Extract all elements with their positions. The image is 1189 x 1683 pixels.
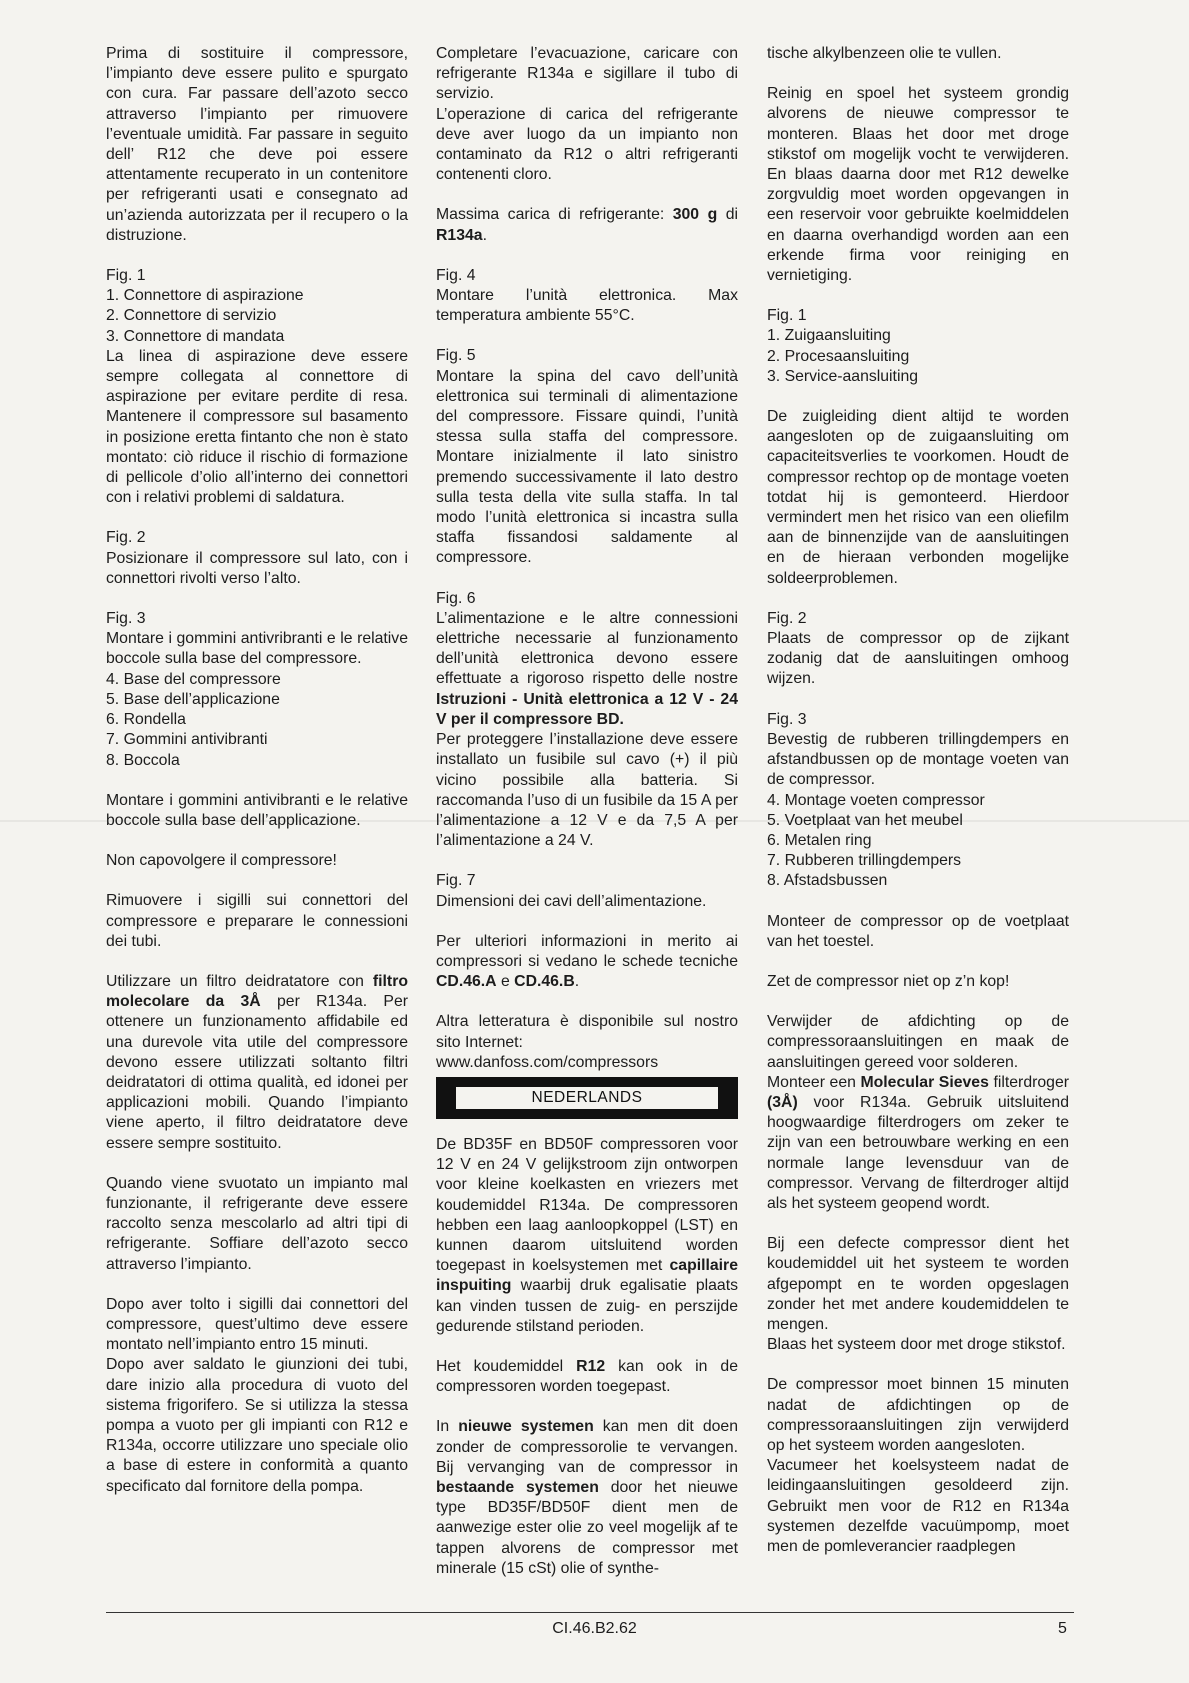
paragraph xyxy=(436,892,738,912)
text-run: di xyxy=(717,206,739,224)
text-run: L’operazione di carica del refrigerante deve aver luogo da un impianto non contaminato da R12 o altri refrigeranti contenenti cloro. xyxy=(436,105,738,184)
list-item: 3. Connettore di mandata xyxy=(106,327,285,345)
paragraph xyxy=(106,1355,408,1496)
list-item: 6. Metalen ring xyxy=(767,831,872,849)
paragraph xyxy=(767,1375,1069,1456)
bold-text: 300 g xyxy=(672,206,718,224)
bold-text: bestaande systemen xyxy=(436,1478,599,1496)
text-run: Fig. 1 xyxy=(106,267,146,285)
column-italian-dutch xyxy=(436,44,738,1599)
numbered-list xyxy=(106,670,408,771)
paragraph xyxy=(767,1456,1069,1557)
paragraph xyxy=(106,791,408,831)
paragraph xyxy=(436,589,738,609)
paragraph xyxy=(767,1234,1069,1335)
column-italian xyxy=(106,44,408,1517)
text-run: Massima carica di refrigerante: xyxy=(436,206,673,224)
list-item: 1. Zuigaansluiting xyxy=(767,327,891,345)
text-run: Prima di sostituire il compressore, l’impianto deve essere pulito e spurgato con cura. Far passare dell’azoto secco attraverso l’impianto per rimuovere l’eventuale umidità. Far passare in seguito dell’ R12 che deve poi essere attentamente recuperato in un contenitore per refrigeranti usati e consegnato ad un’azienda autorizzata per il recupero o la distruzione. xyxy=(106,45,408,244)
list-item: 7. Gommini antivibranti xyxy=(106,731,268,749)
paragraph xyxy=(436,871,738,891)
bold-text: filtro molecolare da 3Å xyxy=(106,972,408,1011)
text-run: Rimuovere i sigilli sui connettori del compressore e preparare le connessioni dei tubi. xyxy=(106,892,408,950)
text-run: Fig. 7 xyxy=(436,872,476,890)
bold-text: nieuwe systemen xyxy=(458,1418,594,1436)
paragraph xyxy=(767,629,1069,690)
paragraph xyxy=(436,205,738,245)
paragraph xyxy=(767,1335,1069,1355)
list-item: 5. Base dell’applicazione xyxy=(106,690,280,708)
paragraph xyxy=(106,851,408,871)
paragraph xyxy=(436,932,738,993)
paragraph xyxy=(436,730,738,851)
bold-text: Molecular Sieves xyxy=(860,1073,989,1091)
text-run: www.danfoss.com/compressors xyxy=(436,1053,659,1071)
bold-text: CD.46.B xyxy=(514,973,575,991)
paragraph xyxy=(106,528,408,548)
list-item: 7. Rubberen trillingdempers xyxy=(767,852,962,870)
page-number: 5 xyxy=(1058,1620,1067,1637)
paragraph xyxy=(436,1135,738,1337)
bold-text: (3Å) xyxy=(767,1093,798,1111)
text-run: Zet de compressor niet op z’n kop! xyxy=(767,972,1010,990)
paragraph xyxy=(436,346,738,366)
text-run: Monteer de compressor op de voetplaat van het toestel. xyxy=(767,912,1069,950)
paragraph xyxy=(106,549,408,589)
text-run: Bevestig de rubberen trillingdempers en afstandbussen op de montage voeten van de compressor. xyxy=(767,730,1069,789)
text-run: Fig. 5 xyxy=(436,347,476,365)
text-run: kan ook in de compressoren worden toegepast. xyxy=(436,1357,738,1396)
text-run: Het koudemiddel xyxy=(436,1357,577,1375)
text-run: tische alkylbenzeen olie te vullen. xyxy=(767,45,1002,62)
text-run: . xyxy=(482,226,487,244)
bold-text: R134a xyxy=(436,226,483,244)
text-run: De compressor moet binnen 15 minuten nadat de afdichtingen op de compressoraansluitingen zijn verwijderd op het systeem worden aangesloten. xyxy=(767,1376,1069,1454)
paragraph xyxy=(436,44,738,105)
paragraph xyxy=(106,609,408,629)
text-run: Dopo aver tolto i sigilli dai connettori del compressore, quest’ultimo deve essere montato nell’impianto entro 15 minuti. xyxy=(106,1295,408,1354)
text-run: filterdroger xyxy=(988,1073,1069,1091)
text-run: Per ulteriori informazioni in merito ai compressori si vedano le schede tecniche xyxy=(436,932,738,970)
text-run: door het nieuwe type BD35F/BD50F dient men de aanwezige ester olie zo veel mogelijk af te tappen alvorens de compressor met minerale (15 cSt) olie of synthe- xyxy=(436,1478,738,1577)
list-item: 6. Rondella xyxy=(106,711,186,729)
paragraph xyxy=(436,609,738,730)
text-run: Fig. 1 xyxy=(767,307,807,325)
text-run: Altra letteratura è disponibile sul nostro sito Internet: xyxy=(436,1013,738,1051)
column-dutch xyxy=(767,44,1069,1557)
list-item: 5. Voetplaat van het meubel xyxy=(767,811,963,829)
paragraph xyxy=(767,84,1069,286)
paragraph xyxy=(106,347,408,509)
text-run: Montare i gommini antivibranti e le relative boccole sulla base dell’applicazione. xyxy=(106,791,408,829)
list-item: 8. Afstadsbussen xyxy=(767,872,888,890)
text-run: Non capovolgere il compressore! xyxy=(106,852,337,870)
text-run: Montare i gommini antivribranti e le relative boccole sulla base del compressore. xyxy=(106,630,408,668)
text-run: Fig. 2 xyxy=(106,529,146,547)
text-run: Fig. 4 xyxy=(436,266,476,284)
paragraph xyxy=(106,266,408,286)
list-item: 4. Montage voeten compressor xyxy=(767,791,985,809)
text-run: De BD35F en BD50F compressoren voor 12 V en 24 V gelijkstroom zijn ontworpen voor kleine koelkasten en vriezers met koudemiddel R134a. De compressoren hebben een laag aanloopkoppel (LST) en kunnen daarom uitsluitend worden toegepast in koelsystemen met xyxy=(436,1135,738,1275)
list-item: 3. Service-aansluiting xyxy=(767,367,919,385)
paragraph xyxy=(767,1073,1069,1214)
text-run: Fig. 6 xyxy=(436,589,476,607)
bold-text: capillaire inspuiting xyxy=(436,1257,738,1295)
paragraph xyxy=(767,710,1069,730)
text-run: Fig. 3 xyxy=(106,610,146,628)
numbered-list xyxy=(106,286,408,347)
list-item: 1. Connettore di aspirazione xyxy=(106,287,304,305)
paragraph xyxy=(767,972,1069,992)
paragraph xyxy=(436,1012,738,1052)
text-run: Montare l’unità elettronica. Max temperatura ambiente 55°C. xyxy=(436,287,738,325)
text-run: Fig. 2 xyxy=(767,609,807,627)
paragraph xyxy=(106,972,408,1154)
paragraph xyxy=(767,407,1069,589)
paragraph xyxy=(106,891,408,952)
paragraph xyxy=(767,730,1069,791)
text-run: voor R134a. Gebruik uitsluitend hoogwaardige filterdrogers om zeker te zijn van een betrouwbare werking en een normale lange levensduur van de compressor. Vervang de filterdroger altijd als het systeem geopend wordt. xyxy=(767,1093,1069,1212)
list-item: 8. Boccola xyxy=(106,751,180,769)
text-run: Dimensioni dei cavi dell’alimentazione. xyxy=(436,892,707,910)
paragraph xyxy=(767,306,1069,326)
paragraph xyxy=(767,1012,1069,1073)
paragraph xyxy=(436,266,738,286)
text-run: Bij een defecte compressor dient het koudemiddel uit het systeem te worden afgepompt en te worden opgeslagen zonder het met andere koudemiddelen te mengen. xyxy=(767,1235,1069,1333)
footer-rule xyxy=(106,1612,1074,1613)
text-run: Posizionare il compressore sul lato, con i connettori rivolti verso l’alto. xyxy=(106,549,408,587)
text-run: Completare l’evacuazione, caricare con refrigerante R134a e sigillare il tubo di servizio. xyxy=(436,45,738,103)
bold-text: R12 xyxy=(576,1357,606,1375)
text-run: De zuigleiding dient altijd te worden aangesloten op de zuigaansluiting om capaciteitsverlies te voorkomen. Houdt de compressor rechtop op de montage voeten totdat hij is gemonteerd. Hierdoor vermindert men het risico van een oliefilm aan de binnenzijde van de aansluitingen en de hieraan verbonden mogelijke soldeerproblemen. xyxy=(767,408,1069,587)
section-banner xyxy=(436,1077,738,1119)
text-run: Monteer een xyxy=(767,1073,861,1091)
paragraph xyxy=(436,1357,738,1397)
text-run: per R134a. Per ottenere un funzionamento affidabile ed una durevole vita utile del compressore devono essere utilizzati soltanto filtri deidratatori di ottima qualità, ed idonei per applicazioni mobili. Quando l’impianto viene aperto, il filtro deidratatore deve essere sempre sostituito. xyxy=(106,993,408,1152)
paragraph xyxy=(436,367,738,569)
text-run: kan men dit doen zonder de compressorolie te vervangen. Bij vervanging van de compressor in xyxy=(436,1418,738,1476)
text-run: e xyxy=(496,973,515,991)
section-heading: NEDERLANDS xyxy=(456,1087,718,1109)
list-item: 2. Connettore di servizio xyxy=(106,307,277,325)
paragraph xyxy=(106,1295,408,1356)
list-item: 4. Base del compressore xyxy=(106,670,281,688)
paragraph xyxy=(767,44,1069,64)
text-run: Reinig en spoel het systeem grondig alvorens de nieuwe compressor te monteren. Blaas het door met droge stikstof om mogelijk vocht te verwijderen. En blaas daarna door met R12 dewelke zorgvuldig moet worden opgevangen in een reservoir voor gebruikte koelmiddelen en daarna overhandigd worden aan een erkende firma voor reiniging en vernietiging. xyxy=(767,85,1069,285)
text-run: Montare la spina del cavo dell’unità elettronica sui terminali di alimentazione del compressore. Fissare quindi, l’unità stessa sulla staffa del compressore. Montare inizialmente il lato sinistro premendo successivamente il lato destro sulla testa della vite sulla staffa. In tal modo l’unità elettronica si incastra sulla staffa fissandosi saldamente al compressore. xyxy=(436,367,738,567)
text-run: Utilizzare un filtro deidratatore con xyxy=(106,972,373,990)
paragraph xyxy=(436,286,738,326)
text-run: . xyxy=(574,973,580,991)
text-run: L’alimentazione e le altre connessioni elettriche necessarie al funzionamento dell’unità elettronica devono essere effettuate a rigoroso rispetto delle nostre xyxy=(436,609,738,688)
text-run: La linea di aspirazione deve essere sempre collegata al connettore di aspirazione per evitare perdite di resa. Mantenere il compressore sul basamento in posizione eretta fintanto che non è stato montato: ciò riduce il rischio di formazione di pellicole d’olio all’interno dei connettori con i relativi problemi di saldatura. xyxy=(106,347,408,507)
paragraph xyxy=(436,1417,738,1579)
bold-text: Istruzioni - Unità elettronica a 12 V - 24 V per il compressore BD. xyxy=(436,690,738,728)
paragraph xyxy=(106,1174,408,1275)
paragraph xyxy=(106,44,408,246)
text-run: Fig. 3 xyxy=(767,710,807,728)
text-run: In xyxy=(436,1418,459,1436)
text-run: Blaas het systeem door met droge stikstof. xyxy=(767,1336,1066,1354)
paragraph xyxy=(436,105,738,186)
text-run: Per proteggere l’installazione deve essere installato un fusibile sul cavo (+) il più vicino possibile alla batteria. Si raccomanda l’uso di un fusibile da 15 A per l’alimentazione a 12 V e da 7,5 A per l’alimentazione a 24 V. xyxy=(436,731,738,850)
bold-text: CD.46.A xyxy=(436,973,497,991)
text-run: Quando viene svuotato un impianto mal funzionante, il refrigerante deve essere raccolto senza mescolarlo ad altri tipi di refrigerante. Soffiare dell’azoto secco attraverso l’impianto. xyxy=(106,1174,408,1273)
text-run: Plaats de compressor op de zijkant zodanig dat de aansluitingen omhoog wijzen. xyxy=(767,630,1069,688)
paragraph xyxy=(767,912,1069,952)
numbered-list xyxy=(767,326,1069,387)
text-run: Dopo aver saldato le giunzioni dei tubi, dare inizio alla procedura di vuoto del sistema frigorifero. Se si utilizza la stessa pompa a vuoto per gli impianti con R12 e R134a, occorre utilizzare uno speciale olio a base di estere in conformità a quanto specificato dal fornitore della pompa. xyxy=(106,1356,408,1495)
text-run: Verwijder de afdichting op de compressoraansluitingen en maak de aansluitingen gereed voor solderen. xyxy=(767,1013,1069,1071)
document-code: CI.46.B2.62 xyxy=(552,1620,637,1637)
paragraph xyxy=(106,629,408,669)
paragraph xyxy=(767,609,1069,629)
text-run: waarbij druk egalisatie plaats kan vinden tussen de zuig- en perszijde gedurende stilstand perioden. xyxy=(436,1277,738,1335)
numbered-list xyxy=(767,791,1069,892)
list-item: 2. Procesaansluiting xyxy=(767,347,910,365)
paragraph xyxy=(436,1053,738,1073)
text-run: Vacumeer het koelsysteem nadat de leidingaansluitingen gesoldeerd zijn. Gebruikt men voor de R12 en R134a systemen dezelfde vacuümpomp, moet men de pomleverancier raadplegen xyxy=(767,1457,1069,1555)
